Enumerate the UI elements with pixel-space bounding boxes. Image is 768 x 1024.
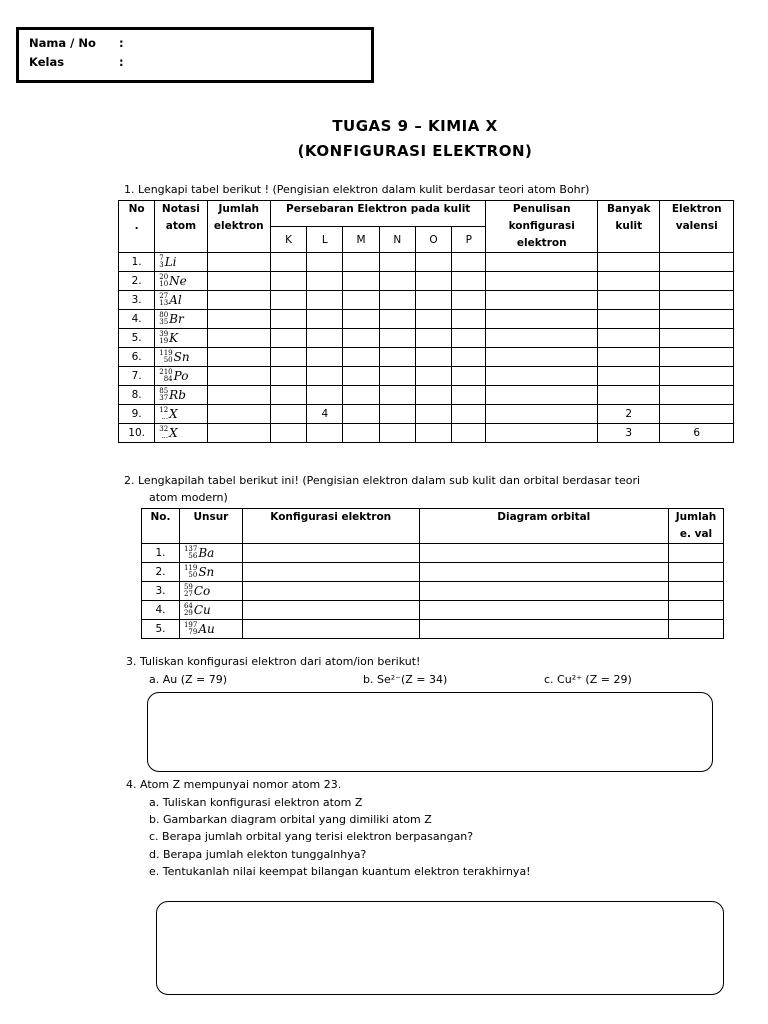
element-symbol: Ba bbox=[198, 545, 215, 560]
jumlah-elektron-cell[interactable] bbox=[207, 367, 270, 386]
name-colon: : bbox=[119, 36, 124, 50]
atom-notation bbox=[155, 253, 207, 272]
shell-header-o: O bbox=[415, 227, 451, 253]
shell-cell-n[interactable] bbox=[379, 386, 415, 405]
table-row bbox=[119, 329, 734, 348]
atomic-number: 19 bbox=[159, 337, 169, 346]
shell-cell-o[interactable] bbox=[415, 253, 451, 272]
banyak-kulit-cell[interactable] bbox=[598, 367, 660, 386]
shell-cell-o[interactable] bbox=[415, 310, 451, 329]
diagram-cell[interactable] bbox=[419, 544, 668, 563]
atomic-number: 50 bbox=[163, 356, 173, 365]
penulisan-cell[interactable] bbox=[486, 272, 598, 291]
shell-cell-m[interactable] bbox=[343, 291, 379, 310]
shell-cell-o[interactable] bbox=[415, 405, 451, 424]
table-row bbox=[119, 253, 734, 272]
atom-notation bbox=[155, 310, 207, 329]
table-row bbox=[119, 405, 734, 424]
row-number: 8. bbox=[119, 386, 155, 405]
q4-text: 4. Atom Z mempunyai nomor atom 23. bbox=[126, 778, 342, 791]
atom-notation bbox=[155, 272, 207, 291]
valensi-cell[interactable] bbox=[660, 367, 734, 386]
shell-cell-n[interactable] bbox=[379, 348, 415, 367]
element-symbol: Sn bbox=[173, 349, 190, 364]
table-row bbox=[142, 544, 724, 563]
penulisan-cell[interactable] bbox=[486, 291, 598, 310]
element-symbol: Rb bbox=[169, 387, 186, 402]
shell-cell-n[interactable] bbox=[379, 272, 415, 291]
shell-cell-k[interactable] bbox=[270, 405, 306, 424]
class-row bbox=[29, 55, 124, 69]
konfigurasi-cell[interactable] bbox=[242, 620, 419, 639]
shell-cell-m[interactable] bbox=[343, 424, 379, 443]
shell-cell-l[interactable] bbox=[307, 272, 343, 291]
banyak-kulit-cell[interactable] bbox=[598, 310, 660, 329]
atom-notation bbox=[155, 367, 207, 386]
jumlah-elektron-cell[interactable] bbox=[207, 405, 270, 424]
penulisan-cell[interactable] bbox=[486, 367, 598, 386]
shell-cell-n[interactable] bbox=[379, 310, 415, 329]
shell-cell-m[interactable] bbox=[343, 367, 379, 386]
jumlah-eval-cell[interactable] bbox=[669, 563, 724, 582]
shell-cell-p[interactable] bbox=[452, 310, 486, 329]
q1-header-penulisan: Penulisan konfigurasi elektron bbox=[486, 201, 598, 253]
q2-header-konfigurasi: Konfigurasi elektron bbox=[242, 509, 419, 544]
element-notation bbox=[179, 544, 242, 563]
konfigurasi-cell[interactable] bbox=[242, 563, 419, 582]
row-number: 4. bbox=[142, 601, 180, 620]
mass-number: 119 bbox=[183, 564, 198, 573]
element-notation bbox=[179, 601, 242, 620]
shell-cell-p[interactable] bbox=[452, 291, 486, 310]
q4-item-d: d. Berapa jumlah elekton tunggalnhya? bbox=[149, 848, 367, 861]
shell-cell-p[interactable] bbox=[452, 367, 486, 386]
table-row bbox=[119, 424, 734, 443]
shell-cell-m[interactable] bbox=[343, 310, 379, 329]
shell-cell-k[interactable] bbox=[270, 424, 306, 443]
q2-table bbox=[141, 508, 724, 639]
isotope-numbers bbox=[159, 407, 168, 421]
jumlah-eval-cell[interactable] bbox=[669, 582, 724, 601]
shell-cell-o[interactable] bbox=[415, 367, 451, 386]
atomic-number: 56 bbox=[188, 552, 198, 561]
element-symbol: X bbox=[169, 425, 178, 440]
shell-cell-o[interactable] bbox=[415, 348, 451, 367]
shell-cell-n[interactable] bbox=[379, 253, 415, 272]
shell-cell-l[interactable] bbox=[307, 367, 343, 386]
row-number: 7. bbox=[119, 367, 155, 386]
atomic-number: 84 bbox=[163, 375, 173, 384]
penulisan-cell[interactable] bbox=[486, 405, 598, 424]
element-symbol: Cu bbox=[193, 602, 211, 617]
atomic-number: … bbox=[161, 413, 169, 422]
jumlah-eval-cell[interactable] bbox=[669, 601, 724, 620]
penulisan-cell[interactable] bbox=[486, 348, 598, 367]
atom-notation bbox=[155, 329, 207, 348]
mass-number: 197 bbox=[183, 621, 198, 630]
q1-header-jumlah: Jumlah elektron bbox=[207, 201, 270, 253]
element-symbol: Li bbox=[164, 254, 177, 269]
q1-header-valensi: Elektron valensi bbox=[660, 201, 734, 253]
shell-header-k: K bbox=[270, 227, 306, 253]
shell-cell-k[interactable] bbox=[270, 329, 306, 348]
element-symbol: Sn bbox=[198, 564, 215, 579]
banyak-kulit-cell[interactable] bbox=[598, 329, 660, 348]
diagram-cell[interactable] bbox=[419, 582, 668, 601]
q2-header-no: No. bbox=[142, 509, 180, 544]
shell-cell-k[interactable] bbox=[270, 386, 306, 405]
q1-text: 1. Lengkapi tabel berikut ! (Pengisian elektron dalam kulit berdasar teori atom Bohr) bbox=[124, 183, 590, 196]
shell-header-l: L bbox=[307, 227, 343, 253]
shell-cell-o[interactable] bbox=[415, 329, 451, 348]
isotope-numbers bbox=[159, 293, 168, 307]
mass-number: 7 bbox=[159, 254, 164, 263]
atom-notation bbox=[155, 405, 207, 424]
q3-item-a: a. Au (Z = 79) bbox=[149, 673, 228, 686]
element-symbol: Br bbox=[169, 311, 184, 326]
table-row bbox=[119, 386, 734, 405]
konfigurasi-cell[interactable] bbox=[242, 544, 419, 563]
isotope-numbers bbox=[159, 255, 163, 269]
atom-notation bbox=[155, 386, 207, 405]
element-symbol: Po bbox=[173, 368, 189, 383]
q2-header-diagram: Diagram orbital bbox=[419, 509, 668, 544]
konfigurasi-cell[interactable] bbox=[242, 582, 419, 601]
jumlah-eval-cell[interactable] bbox=[669, 620, 724, 639]
shell-cell-l[interactable] bbox=[307, 386, 343, 405]
jumlah-elektron-cell[interactable] bbox=[207, 291, 270, 310]
valensi-cell[interactable] bbox=[660, 348, 734, 367]
q1-header-no: No . bbox=[119, 201, 155, 253]
shell-header-n: N bbox=[379, 227, 415, 253]
q2-text-line-1: 2. Lengkapilah tabel berikut ini! (Pengisian elektron dalam sub kulit dan orbital berdasar teori bbox=[124, 474, 641, 487]
atomic-number: 79 bbox=[188, 628, 198, 637]
atomic-number: 35 bbox=[159, 318, 169, 327]
row-number: 1. bbox=[119, 253, 155, 272]
q3-item-b: b. Se²⁻(Z = 34) bbox=[363, 673, 448, 686]
atom-notation bbox=[155, 424, 207, 443]
q1-header-banyak: Banyak kulit bbox=[598, 201, 660, 253]
shell-cell-o[interactable] bbox=[415, 386, 451, 405]
shell-cell-p[interactable] bbox=[452, 386, 486, 405]
shell-cell-n[interactable] bbox=[379, 367, 415, 386]
banyak-kulit-cell[interactable] bbox=[598, 386, 660, 405]
identity-box bbox=[16, 27, 374, 83]
name-row bbox=[29, 36, 124, 50]
diagram-cell[interactable] bbox=[419, 601, 668, 620]
isotope-numbers bbox=[159, 426, 168, 440]
table-row bbox=[142, 620, 724, 639]
isotope-numbers bbox=[159, 331, 168, 345]
atomic-number: 37 bbox=[159, 394, 169, 403]
diagram-cell[interactable] bbox=[419, 620, 668, 639]
shell-cell-o[interactable] bbox=[415, 424, 451, 443]
q4-item-b: b. Gambarkan diagram orbital yang dimiliki atom Z bbox=[149, 813, 432, 826]
shell-cell-n[interactable] bbox=[379, 329, 415, 348]
q2-header-jumlah: Jumlah e. val bbox=[669, 509, 724, 544]
table-row bbox=[142, 601, 724, 620]
class-colon: : bbox=[119, 55, 124, 69]
q2-text-line-2: atom modern) bbox=[149, 491, 228, 504]
shell-cell-k[interactable] bbox=[270, 272, 306, 291]
valensi-cell[interactable] bbox=[660, 329, 734, 348]
valensi-cell[interactable] bbox=[660, 386, 734, 405]
shell-cell-p[interactable] bbox=[452, 253, 486, 272]
mass-number: 85 bbox=[159, 387, 169, 396]
q2-header-unsur: Unsur bbox=[179, 509, 242, 544]
row-number: 4. bbox=[119, 310, 155, 329]
banyak-kulit-cell[interactable] bbox=[598, 348, 660, 367]
name-label: Nama / No bbox=[29, 36, 96, 50]
shell-cell-l[interactable] bbox=[307, 424, 343, 443]
shell-cell-p[interactable] bbox=[452, 272, 486, 291]
table-row bbox=[119, 348, 734, 367]
q3-text: 3. Tuliskan konfigurasi elektron dari atom/ion berikut! bbox=[126, 655, 421, 668]
q3-item-c: c. Cu²⁺ (Z = 29) bbox=[544, 673, 632, 686]
mass-number: 12 bbox=[159, 406, 169, 415]
row-number: 3. bbox=[119, 291, 155, 310]
atomic-number: 3 bbox=[159, 261, 164, 270]
element-notation bbox=[179, 620, 242, 639]
q1-header-notasi: Notasi atom bbox=[155, 201, 207, 253]
jumlah-elektron-cell[interactable] bbox=[207, 348, 270, 367]
jumlah-eval-cell[interactable] bbox=[669, 544, 724, 563]
element-symbol: Au bbox=[198, 621, 215, 636]
valensi-cell[interactable] bbox=[660, 310, 734, 329]
shell-cell-l[interactable] bbox=[307, 348, 343, 367]
shell-header-p: P bbox=[452, 227, 486, 253]
table-row bbox=[142, 582, 724, 601]
shell-cell-m[interactable] bbox=[343, 329, 379, 348]
q1-table bbox=[118, 200, 734, 443]
q4-item-e: e. Tentukanlah nilai keempat bilangan kuantum elektron terakhirnya! bbox=[149, 865, 531, 878]
valensi-cell[interactable] bbox=[660, 291, 734, 310]
mass-number: 20 bbox=[159, 273, 169, 282]
row-number: 9. bbox=[119, 405, 155, 424]
row-number: 2. bbox=[119, 272, 155, 291]
mass-number: 59 bbox=[183, 583, 193, 592]
element-notation bbox=[179, 582, 242, 601]
shell-cell-l[interactable] bbox=[307, 310, 343, 329]
atom-notation bbox=[155, 348, 207, 367]
mass-number: 32 bbox=[159, 425, 169, 434]
shell-cell-k[interactable] bbox=[270, 291, 306, 310]
shell-cell-o[interactable] bbox=[415, 291, 451, 310]
atomic-number: 29 bbox=[183, 609, 193, 618]
shell-cell-l[interactable]: 4 bbox=[307, 405, 343, 424]
penulisan-cell[interactable] bbox=[486, 253, 598, 272]
mass-number: 64 bbox=[183, 602, 193, 611]
shell-cell-p[interactable] bbox=[452, 348, 486, 367]
valensi-cell[interactable] bbox=[660, 405, 734, 424]
isotope-numbers bbox=[159, 388, 168, 402]
element-symbol: K bbox=[169, 330, 179, 345]
row-number: 10. bbox=[119, 424, 155, 443]
shell-cell-m[interactable] bbox=[343, 272, 379, 291]
row-number: 5. bbox=[142, 620, 180, 639]
element-symbol: Co bbox=[193, 583, 211, 598]
shell-cell-m[interactable] bbox=[343, 386, 379, 405]
table-row bbox=[119, 291, 734, 310]
isotope-numbers bbox=[184, 546, 197, 560]
table-row bbox=[142, 563, 724, 582]
isotope-numbers bbox=[184, 584, 193, 598]
mass-number: 39 bbox=[159, 330, 169, 339]
shell-cell-n[interactable] bbox=[379, 424, 415, 443]
title-line-2: (KONFIGURASI ELEKTRON) bbox=[297, 142, 533, 160]
shell-cell-p[interactable] bbox=[452, 424, 486, 443]
table-row bbox=[119, 310, 734, 329]
isotope-numbers bbox=[184, 565, 197, 579]
jumlah-elektron-cell[interactable] bbox=[207, 272, 270, 291]
jumlah-elektron-cell[interactable] bbox=[207, 329, 270, 348]
mass-number: 137 bbox=[183, 545, 198, 554]
row-number: 3. bbox=[142, 582, 180, 601]
jumlah-elektron-cell[interactable] bbox=[207, 424, 270, 443]
shell-cell-k[interactable] bbox=[270, 253, 306, 272]
isotope-numbers bbox=[159, 274, 168, 288]
valensi-cell[interactable] bbox=[660, 253, 734, 272]
shell-cell-m[interactable] bbox=[343, 405, 379, 424]
q4-item-c: c. Berapa jumlah orbital yang terisi elektron berpasangan? bbox=[149, 830, 474, 843]
atomic-number: 27 bbox=[183, 590, 193, 599]
banyak-kulit-cell[interactable] bbox=[598, 291, 660, 310]
q3-answer-box[interactable] bbox=[147, 692, 713, 772]
mass-number: 27 bbox=[159, 292, 169, 301]
element-symbol: Ne bbox=[169, 273, 187, 288]
isotope-numbers bbox=[159, 312, 168, 326]
penulisan-cell[interactable] bbox=[486, 386, 598, 405]
isotope-numbers bbox=[159, 350, 172, 364]
jumlah-elektron-cell[interactable] bbox=[207, 310, 270, 329]
banyak-kulit-cell[interactable] bbox=[598, 272, 660, 291]
element-symbol: Al bbox=[169, 292, 182, 307]
atomic-number: … bbox=[161, 432, 169, 441]
shell-cell-n[interactable] bbox=[379, 405, 415, 424]
shell-cell-k[interactable] bbox=[270, 310, 306, 329]
shell-cell-k[interactable] bbox=[270, 367, 306, 386]
shell-cell-m[interactable] bbox=[343, 253, 379, 272]
isotope-numbers bbox=[184, 603, 193, 617]
shell-cell-l[interactable] bbox=[307, 291, 343, 310]
table-row bbox=[119, 367, 734, 386]
shell-cell-k[interactable] bbox=[270, 348, 306, 367]
element-symbol: X bbox=[169, 406, 178, 421]
element-notation bbox=[179, 563, 242, 582]
shell-cell-m[interactable] bbox=[343, 348, 379, 367]
jumlah-elektron-cell[interactable] bbox=[207, 253, 270, 272]
row-number: 1. bbox=[142, 544, 180, 563]
shell-header-m: M bbox=[343, 227, 379, 253]
banyak-kulit-cell[interactable]: 3 bbox=[598, 424, 660, 443]
mass-number: 80 bbox=[159, 311, 169, 320]
penulisan-cell[interactable] bbox=[486, 329, 598, 348]
row-number: 2. bbox=[142, 563, 180, 582]
isotope-numbers bbox=[159, 369, 172, 383]
banyak-kulit-cell[interactable] bbox=[598, 253, 660, 272]
table-row bbox=[119, 272, 734, 291]
title-line-1: TUGAS 9 – KIMIA X bbox=[332, 117, 498, 135]
shell-cell-p[interactable] bbox=[452, 405, 486, 424]
banyak-kulit-cell[interactable]: 2 bbox=[598, 405, 660, 424]
isotope-numbers bbox=[184, 622, 197, 636]
shell-cell-n[interactable] bbox=[379, 291, 415, 310]
diagram-cell[interactable] bbox=[419, 563, 668, 582]
konfigurasi-cell[interactable] bbox=[242, 601, 419, 620]
row-number: 5. bbox=[119, 329, 155, 348]
shell-cell-l[interactable] bbox=[307, 253, 343, 272]
mass-number: 210 bbox=[159, 368, 173, 377]
atomic-number: 13 bbox=[159, 299, 169, 308]
q1-header-persebaran: Persebaran Elektron pada kulit bbox=[270, 201, 485, 227]
q4-answer-box[interactable] bbox=[156, 901, 724, 995]
atom-notation bbox=[155, 291, 207, 310]
penulisan-cell[interactable] bbox=[486, 310, 598, 329]
shell-cell-o[interactable] bbox=[415, 272, 451, 291]
atomic-number: 10 bbox=[159, 280, 169, 289]
shell-cell-l[interactable] bbox=[307, 329, 343, 348]
valensi-cell[interactable] bbox=[660, 272, 734, 291]
row-number: 6. bbox=[119, 348, 155, 367]
jumlah-elektron-cell[interactable] bbox=[207, 386, 270, 405]
q4-item-a: a. Tuliskan konfigurasi elektron atom Z bbox=[149, 796, 363, 809]
class-label: Kelas bbox=[29, 55, 65, 69]
penulisan-cell[interactable] bbox=[486, 424, 598, 443]
shell-cell-p[interactable] bbox=[452, 329, 486, 348]
valensi-cell[interactable]: 6 bbox=[660, 424, 734, 443]
atomic-number: 50 bbox=[188, 571, 198, 580]
mass-number: 119 bbox=[159, 349, 173, 358]
